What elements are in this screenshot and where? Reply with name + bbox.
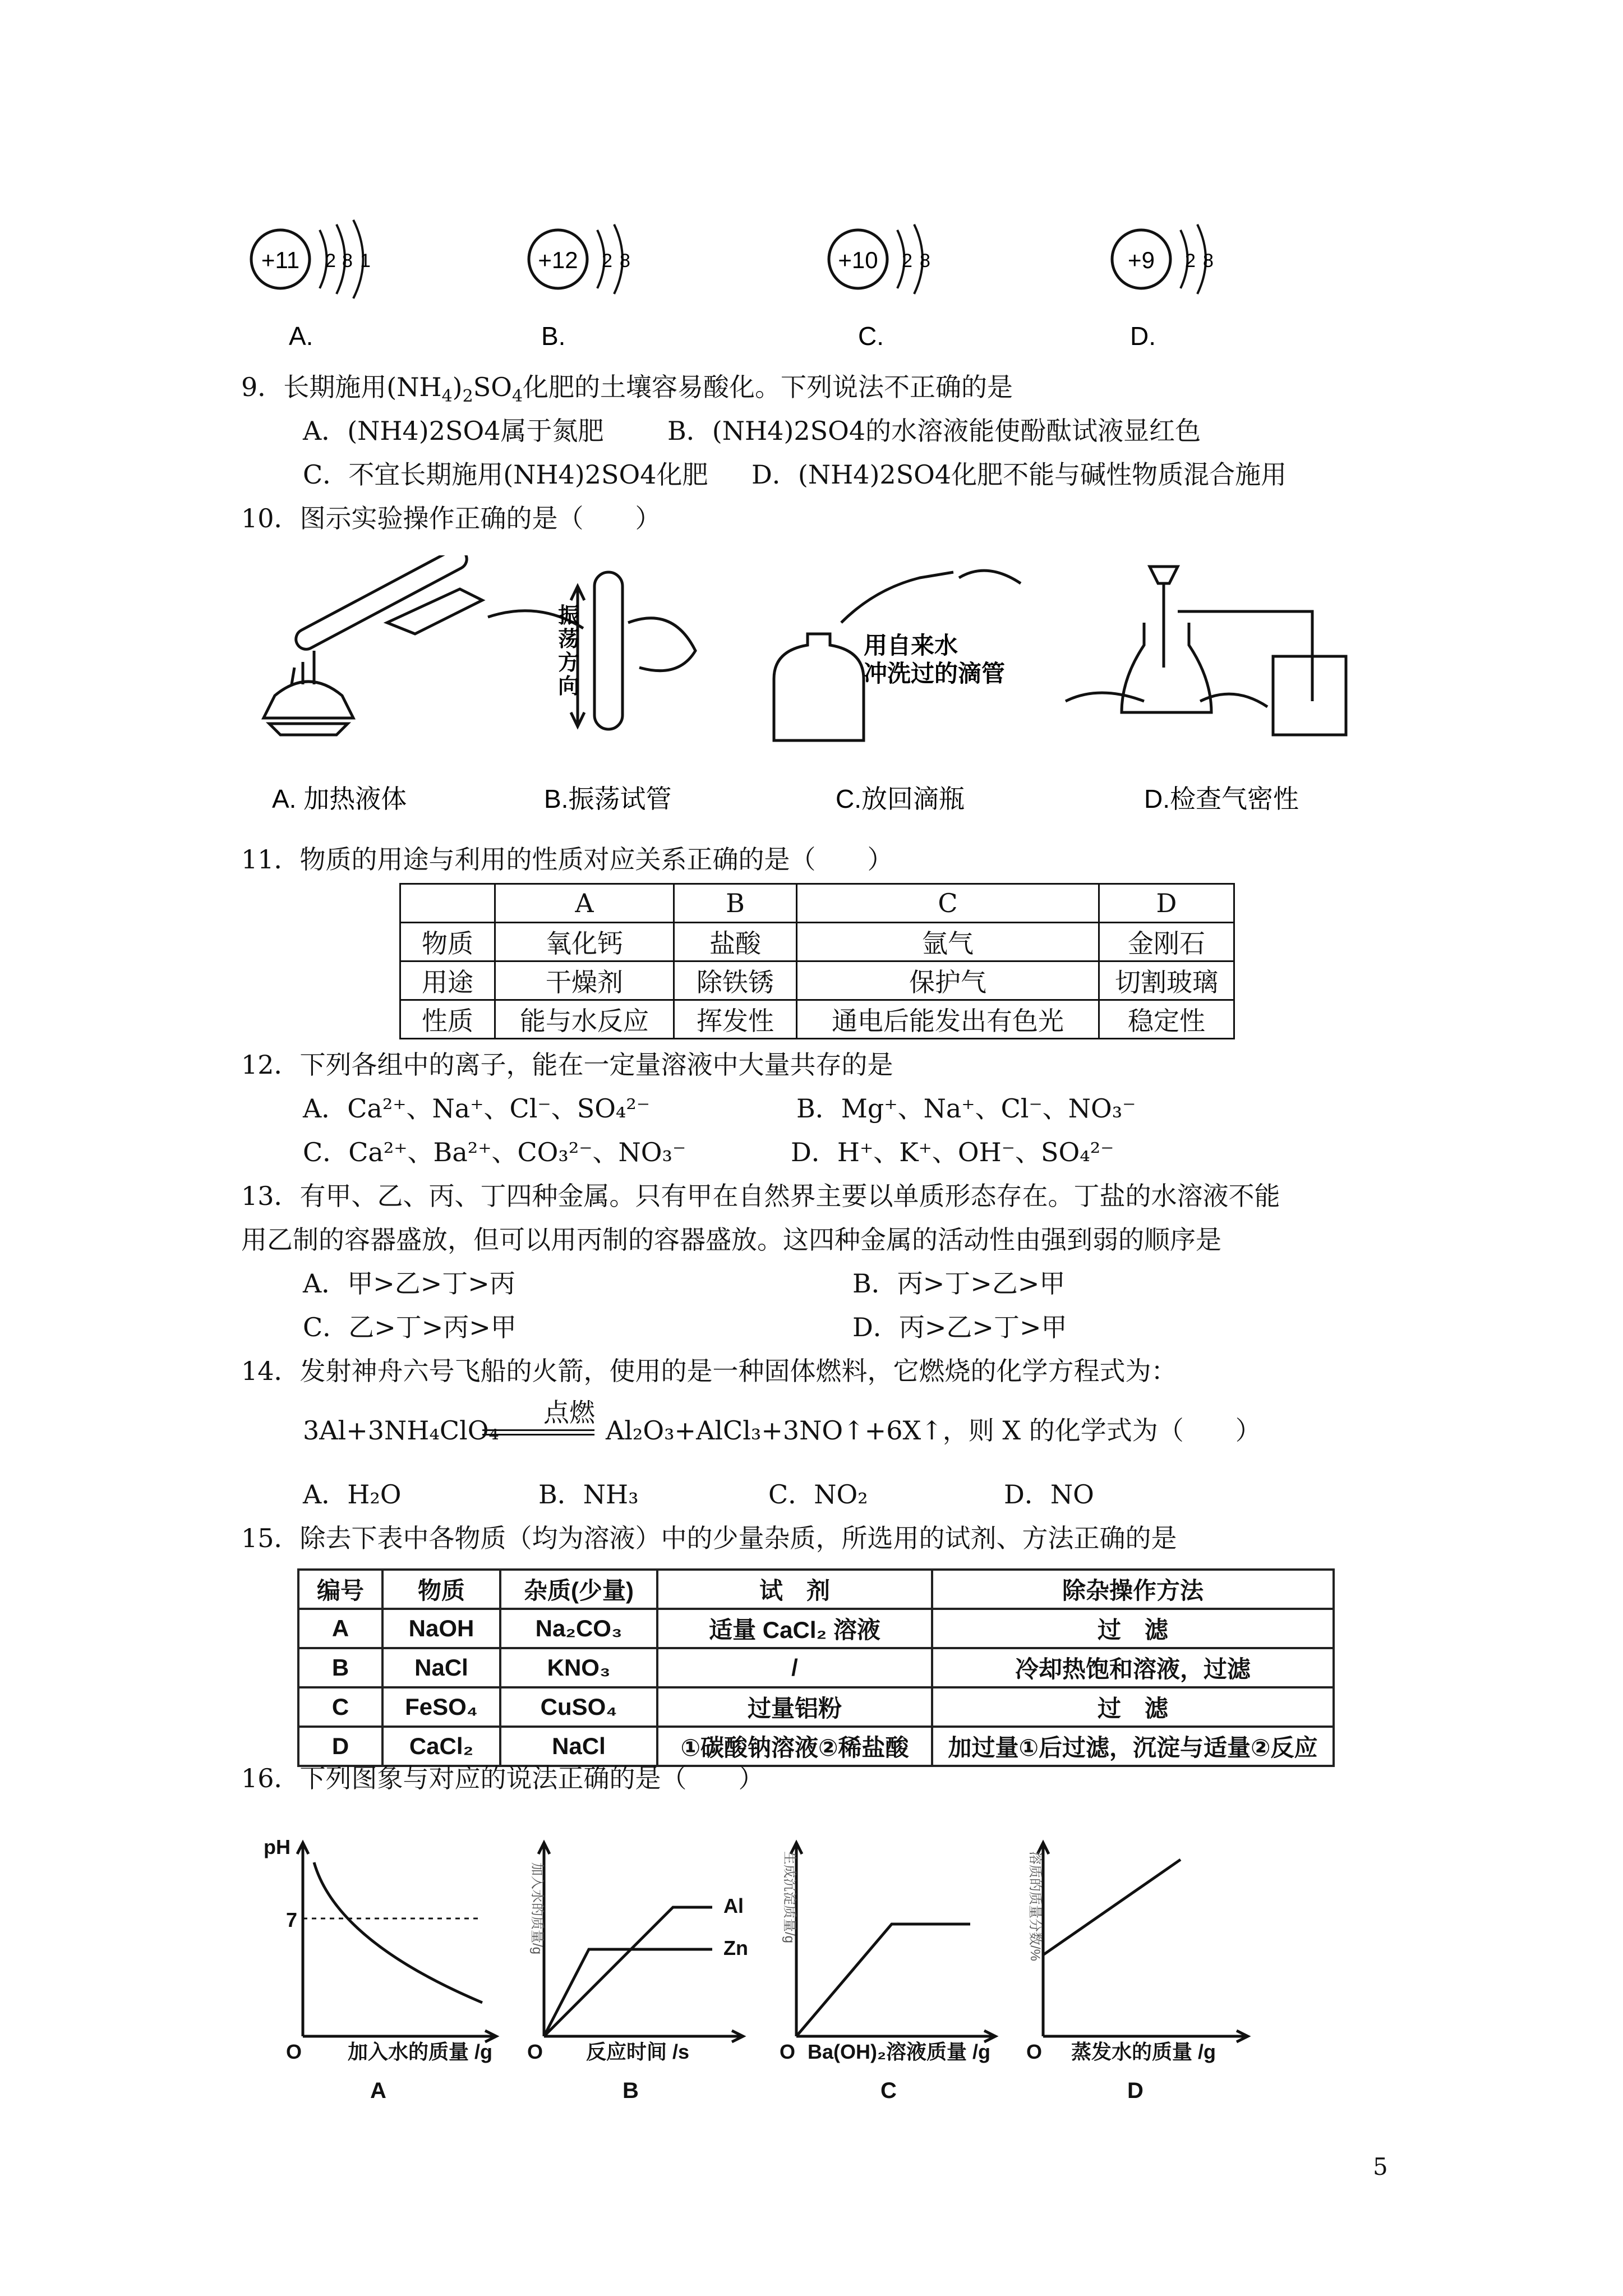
table-row: 物质 氧化钙 盐酸 氩气 金刚石 — [400, 923, 1234, 961]
svg-text:2: 2 — [902, 250, 912, 272]
graph-b-ylabel: 加入水的质量/g — [529, 1862, 545, 1955]
caption-d: D.检查气密性 — [1144, 784, 1299, 813]
atom-diagram-d — [1112, 224, 1214, 294]
q14-option-a: A．H₂O — [303, 1479, 402, 1510]
q15-stem: 15．除去下表中各物质（均为溶液）中的少量杂质，所选用的试剂、方法正确的是 — [241, 1523, 1177, 1553]
table-row: A NaOH Na₂CO₃ 适量 CaCl₂ 溶液 过 滤 — [298, 1609, 1334, 1648]
table-header-row: A B C D — [400, 884, 1234, 923]
q9-option-d: D．(NH4)2SO4化肥不能与碱性物质混合施用 — [751, 459, 1287, 490]
page-number: 5 — [1373, 2153, 1388, 2180]
q13-option-c: C．乙>丁>丙>甲 — [303, 1312, 517, 1342]
q16-stem: 16．下列图象与对应的说法正确的是（ ） — [241, 1763, 764, 1793]
caption-c: C.放回滴瓶 — [836, 784, 965, 813]
svg-text:A: A — [370, 2078, 386, 2103]
graph-b-zn-line — [544, 1949, 712, 2036]
svg-text:O: O — [1026, 2040, 1043, 2063]
svg-text:+12: +12 — [538, 247, 578, 273]
svg-text:C.: C. — [858, 321, 884, 351]
svg-text:8: 8 — [920, 250, 930, 272]
b-arrow-label: 振荡方向 — [558, 604, 580, 698]
table-row: B NaCl KNO₃ / 冷却热饱和溶液，过滤 — [298, 1648, 1334, 1687]
svg-text:Ba(OH)₂溶液质量 /g: Ba(OH)₂溶液质量 /g — [808, 2040, 990, 2063]
q13-option-b: B．丙>丁>乙>甲 — [852, 1268, 1066, 1299]
q11-table — [399, 883, 1235, 1039]
q13-option-a: A．甲>乙>丁>丙 — [303, 1268, 515, 1299]
svg-text:B: B — [623, 2078, 639, 2103]
q14-arrow-line-2 — [482, 1434, 594, 1435]
q13-stem-line2: 用乙制的容器盛放，但可以用丙制的容器盛放。这四种金属的活动性由强到弱的顺序是 — [241, 1225, 1221, 1255]
svg-text:C: C — [880, 2078, 897, 2103]
svg-text:反应时间 /s: 反应时间 /s — [586, 2040, 690, 2063]
q9-stem: 9．长期施用$(NH_4)_2SO_4$化肥的土壤容易酸化。下列说法不正确的是 — [241, 372, 1013, 407]
q12-option-a: A．Ca²⁺、Na⁺、Cl⁻、SO₄²⁻ — [303, 1093, 651, 1124]
q11-stem: 11．物质的用途与利用的性质对应关系正确的是（ ） — [241, 844, 893, 875]
svg-text:Al: Al — [723, 1894, 744, 1917]
graph-c-line — [796, 1924, 970, 2036]
q10-lab-figures — [247, 555, 1368, 825]
graph-a-curve — [314, 1862, 482, 2003]
c-note-line1: 用自来水 — [864, 632, 958, 659]
svg-text:O: O — [527, 2040, 543, 2063]
atom-diagram-c — [829, 224, 930, 294]
q14-stem: 14．发射神舟六号飞船的火箭，使用的是一种固体燃料，它燃烧的化学方程式为： — [241, 1356, 1177, 1386]
graph-b-al-line — [544, 1907, 712, 2036]
q14-option-b: B．NH₃ — [538, 1479, 639, 1510]
q13-option-d: D．丙>乙>丁>甲 — [852, 1312, 1067, 1342]
q9-option-a: A．(NH4)2SO4属于氮肥 — [303, 416, 604, 446]
svg-text:2: 2 — [325, 250, 336, 272]
svg-text:8: 8 — [620, 250, 630, 272]
svg-text:+10: +10 — [838, 247, 878, 273]
q10-stem: 10．图示实验操作正确的是（ ） — [241, 503, 661, 533]
q12-option-b: B．Mg⁺、Na⁺、Cl⁻、NO₃⁻ — [796, 1093, 1136, 1124]
q9-option-c: C．不宜长期施用(NH4)2SO4化肥 — [303, 459, 708, 490]
svg-text:O: O — [286, 2040, 302, 2063]
svg-text:A.: A. — [289, 321, 313, 351]
svg-text:O: O — [780, 2040, 796, 2063]
table-row: D CaCl₂ NaCl ①碳酸钠溶液②稀盐酸 加过量①后过滤，沉淀与适量②反应 — [298, 1727, 1334, 1766]
q16-graphs — [247, 1829, 1368, 2109]
svg-text:加入水的质量 /g: 加入水的质量 /g — [348, 2040, 492, 2063]
graph-d-ylabel: 溶质的质量分数/% — [1027, 1851, 1043, 1962]
svg-text:蒸发水的质量 /g: 蒸发水的质量 /g — [1071, 2040, 1216, 2063]
atom-diagram-a — [251, 220, 371, 298]
airtightness-figure — [1066, 567, 1346, 735]
q14-condition: 点燃 — [543, 1397, 595, 1428]
q15-table — [297, 1568, 1335, 1767]
svg-text:pH: pH — [264, 1835, 291, 1858]
heating-liquid-figure — [264, 555, 583, 735]
caption-b: B.振荡试管 — [544, 784, 672, 813]
table-row: C FeSO₄ CuSO₄ 过量铝粉 过 滤 — [298, 1687, 1334, 1727]
svg-text:7: 7 — [286, 1908, 298, 1931]
q14-arrow-line — [482, 1429, 594, 1431]
q9-option-b: B．(NH4)2SO4的水溶液能使酚酞试液显红色 — [667, 416, 1201, 446]
svg-text:+11: +11 — [261, 247, 300, 273]
svg-text:2: 2 — [1185, 250, 1196, 272]
svg-text:2: 2 — [602, 250, 612, 272]
q14-equation-lhs: 3Al+3NH₄ClO₄ — [303, 1415, 499, 1446]
q12-option-d: D．H⁺、K⁺、OH⁻、SO₄²⁻ — [791, 1137, 1114, 1167]
table-row: 性质 能与水反应 挥发性 通电后能发出有色光 稳定性 — [400, 1000, 1234, 1039]
shaking-tube-figure — [571, 572, 695, 729]
svg-text:Zn: Zn — [723, 1936, 748, 1959]
svg-text:8: 8 — [342, 250, 353, 272]
caption-a: A. 加热液体 — [272, 784, 407, 813]
q8-atom-figures — [236, 213, 1273, 359]
svg-text:1: 1 — [360, 250, 371, 272]
q14-option-d: D．NO — [1004, 1479, 1094, 1510]
graph-d-line — [1043, 1860, 1181, 1955]
c-note-line2: 冲洗过的滴管 — [864, 660, 1006, 687]
graph-c-ylabel: 生成沉淀质量/g — [782, 1851, 797, 1944]
q12-stem: 12．下列各组中的离子，能在一定量溶液中大量共存的是 — [241, 1050, 893, 1080]
svg-text:+9: +9 — [1128, 247, 1155, 273]
svg-text:8: 8 — [1203, 250, 1214, 272]
q12-option-c: C．Ca²⁺、Ba²⁺、CO₃²⁻、NO₃⁻ — [303, 1137, 686, 1167]
atom-diagram-b — [529, 224, 630, 294]
q14-option-c: C．NO₂ — [768, 1479, 868, 1510]
table-header-row: 编号 物质 杂质(少量) 试 剂 除杂操作方法 — [298, 1570, 1334, 1609]
table-row: 用途 干燥剂 除铁锈 保护气 切割玻璃 — [400, 961, 1234, 1000]
q14-equation-rhs: Al₂O₃+AlCl₃+3NO↑+6X↑，则 X 的化学式为（ ） — [606, 1415, 1261, 1446]
q13-stem-line1: 13．有甲、乙、丙、丁四种金属。只有甲在自然界主要以单质形态存在。丁盐的水溶液不能 — [241, 1181, 1280, 1211]
svg-text:B.: B. — [541, 321, 566, 351]
svg-text:D.: D. — [1130, 321, 1156, 351]
svg-text:D: D — [1127, 2078, 1144, 2103]
